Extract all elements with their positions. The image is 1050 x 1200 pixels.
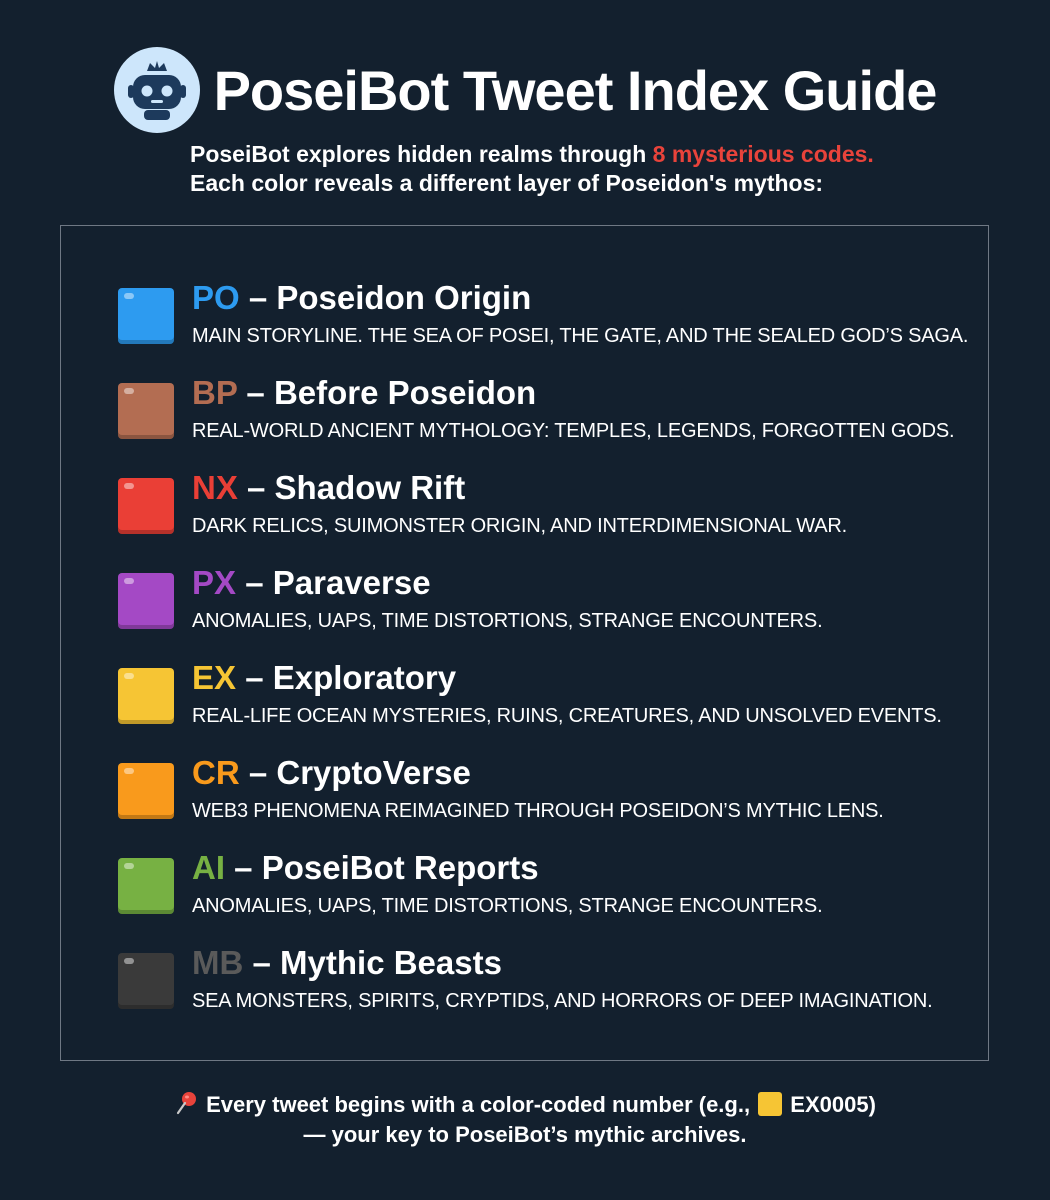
- subtitle-text: PoseiBot explores hidden realms through: [190, 141, 653, 167]
- page-title: PoseiBot Tweet Index Guide: [213, 58, 937, 122]
- footer-text: Every tweet begins with a color-coded number (e.g.,: [206, 1092, 757, 1117]
- subtitle-line-1: [190, 140, 890, 169]
- entry-description: MAIN STORYLINE. THE SEA OF POSEI, THE GATE, AND THE SEALED GOD’S SAGA.: [192, 325, 969, 347]
- entry-separator: –: [237, 374, 274, 411]
- entry-name: CryptoVerse: [276, 754, 471, 791]
- code-entry-bp: [118, 373, 978, 453]
- entry-separator: –: [243, 944, 281, 981]
- color-square-icon: [118, 668, 174, 724]
- robot-crown-icon: [114, 47, 200, 133]
- code-entry-nx: [118, 468, 978, 548]
- title-row: [0, 40, 1050, 140]
- entry-name: Exploratory: [272, 659, 457, 696]
- entry-code: PO: [192, 279, 240, 316]
- entry-separator: –: [236, 659, 273, 696]
- code-entry-px: [118, 563, 978, 643]
- subtitle-line-2: Each color reveals a different layer of Poseidon's mythos:: [190, 170, 824, 196]
- entry-title: [192, 278, 531, 318]
- color-square-icon: [118, 763, 174, 819]
- entry-separator: –: [239, 279, 277, 316]
- entry-code: BP: [192, 374, 238, 411]
- yellow-square-icon: [758, 1092, 782, 1116]
- entry-title: [192, 848, 539, 888]
- color-square-icon: [118, 573, 174, 629]
- color-square-icon: [118, 383, 174, 439]
- entry-name: PoseiBot Reports: [261, 849, 539, 886]
- entry-code: CR: [192, 754, 240, 791]
- code-entry-ai: [118, 848, 978, 928]
- code-entry-mb: [118, 943, 978, 1023]
- color-square-icon: [118, 953, 174, 1009]
- color-square-icon: [118, 478, 174, 534]
- header: [0, 40, 1050, 198]
- entry-title: [192, 658, 456, 698]
- code-count-highlight: 8 mysterious codes.: [652, 141, 874, 167]
- code-list-panel: [60, 225, 989, 1061]
- entry-name: Before Poseidon: [273, 374, 537, 411]
- entry-title: [192, 373, 536, 413]
- entry-separator: –: [239, 754, 277, 791]
- footer-line-2: — your key to PoseiBot’s mythic archives.: [303, 1122, 747, 1147]
- entry-name: Paraverse: [272, 564, 431, 601]
- footer: [0, 1090, 1050, 1150]
- entry-title: [192, 753, 471, 793]
- entry-separator: –: [225, 849, 262, 886]
- code-entry-po: [118, 278, 978, 358]
- entry-description: ANOMALIES, UAPS, TIME DISTORTIONS, STRANGE ENCOUNTERS.: [192, 610, 823, 632]
- entry-description: REAL-WORLD ANCIENT MYTHOLOGY: TEMPLES, LEGENDS, FORGOTTEN GODS.: [192, 420, 955, 442]
- code-entry-ex: [118, 658, 978, 738]
- entry-separator: –: [236, 564, 273, 601]
- pushpin-icon: [174, 1090, 200, 1116]
- entry-name: Poseidon Origin: [276, 279, 532, 316]
- entry-separator: –: [237, 469, 275, 506]
- entry-code: PX: [192, 564, 237, 601]
- subtitle: [160, 140, 890, 198]
- entry-title: [192, 563, 431, 603]
- entry-code: AI: [192, 849, 225, 886]
- example-code: EX0005): [784, 1092, 876, 1117]
- entry-title: [192, 468, 465, 508]
- color-square-icon: [118, 858, 174, 914]
- entry-description: DARK RELICS, SUIMONSTER ORIGIN, AND INTERDIMENSIONAL WAR.: [192, 515, 847, 537]
- entry-name: Mythic Beasts: [280, 944, 502, 981]
- entry-description: REAL-LIFE OCEAN MYSTERIES, RUINS, CREATURES, AND UNSOLVED EVENTS.: [192, 705, 942, 727]
- entry-title: [192, 943, 502, 983]
- entry-description: ANOMALIES, UAPS, TIME DISTORTIONS, STRANGE ENCOUNTERS.: [192, 895, 823, 917]
- footer-line-1: [0, 1090, 1050, 1120]
- entry-code: NX: [192, 469, 238, 506]
- entry-name: Shadow Rift: [274, 469, 466, 506]
- color-square-icon: [118, 288, 174, 344]
- entry-description: WEB3 PHENOMENA REIMAGINED THROUGH POSEIDON’S MYTHIC LENS.: [192, 800, 884, 822]
- entry-code: MB: [192, 944, 244, 981]
- code-entry-cr: [118, 753, 978, 833]
- entry-description: SEA MONSTERS, SPIRITS, CRYPTIDS, AND HORRORS OF DEEP IMAGINATION.: [192, 990, 933, 1012]
- entry-code: EX: [192, 659, 237, 696]
